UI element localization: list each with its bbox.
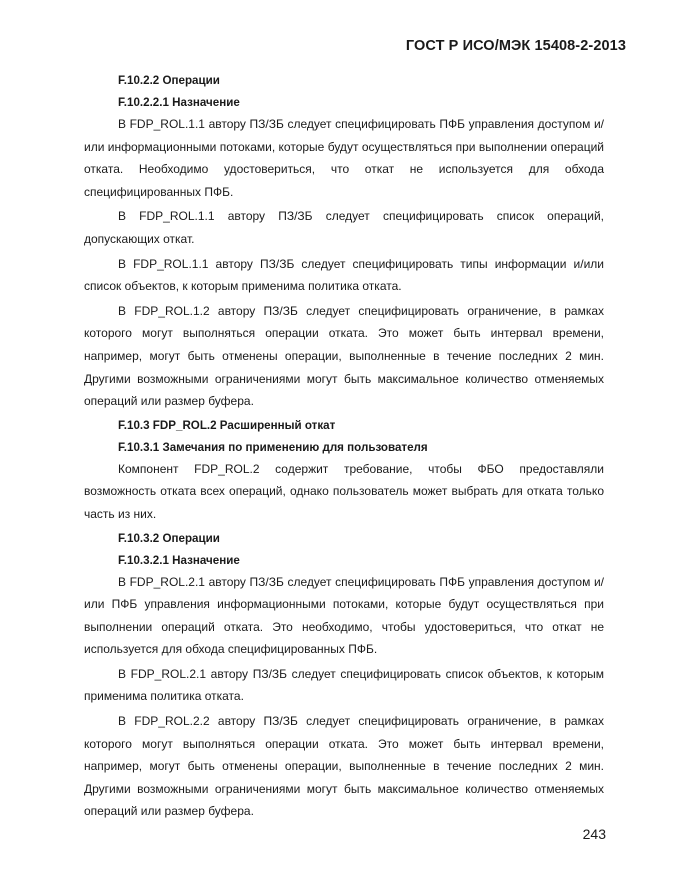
paragraph: Компонент FDP_ROL.2 содержит требование, чтобы ФБО предоставляли возможность отката всех операций, однако пользователь может выбрать для отката только часть из них.: [84, 461, 604, 521]
subsection-heading-f10-3-2-1: F.10.3.2.1 Назначение: [118, 553, 240, 567]
subsection-heading-f10-2-2-1: F.10.2.2.1 Назначение: [118, 96, 240, 109]
page-number: 243: [582, 826, 606, 842]
paragraph: В FDP_ROL.1.1 автору ПЗ/ЗБ следует специфицировать список операций, допускающих откат.: [84, 209, 604, 246]
paragraph: В FDP_ROL.1.2 автору ПЗ/ЗБ следует специфицировать ограничение, в рамках которого могут выполняться операции отката. Это может быть интервал времени, например, могут быть отменены операции, выполненные в течение последних 2 мин. Другими возможными ограничениями могут быть максимальное количество отменяемых операций или размер буфера.: [84, 303, 604, 409]
paragraph: В FDP_ROL.2.1 автору ПЗ/ЗБ следует специфицировать ПФБ управления доступом и/или ПФБ управления информационными потоками, которые будут осуществляться при выполнении операций отката. Это необходимо, чтобы удостовериться, что откат не используется для обхода специфицированных ПФБ.: [84, 574, 604, 657]
paragraph: В FDP_ROL.2.1 автору ПЗ/ЗБ следует специфицировать список объектов, к которым применима политика отката.: [84, 666, 604, 704]
section-heading-f10-3: F.10.3 FDP_ROL.2 Расширенный откат: [118, 418, 336, 432]
section-heading-f10-3-2: F.10.3.2 Операции: [118, 531, 220, 545]
standard-header: ГОСТ Р ИСО/МЭК 15408-2-2013: [405, 38, 626, 54]
paragraph: В FDP_ROL.2.2 автору ПЗ/ЗБ следует специфицировать ограничение, в рамках которого могут выполняться операции отката. Это может быть интервал времени, например, могут быть отменены операции, выполненные в течение последних 2 мин. Другими возможными ограничениями могут быть максимальное количество отменяемых операций или размер буфера.: [84, 714, 604, 819]
page-content: [84, 70, 604, 823]
subsection-heading-f10-3-1: F.10.3.1 Замечания по применению для пользователя: [118, 440, 428, 454]
paragraph: В FDP_ROL.1.1 автору ПЗ/ЗБ следует специфицировать ПФБ управления доступом и/или информационными потоками, которые будут осуществляться при выполнении операций отката. Необходимо удостовериться, что откат не используется для обхода специфицированных ПФБ.: [84, 117, 604, 199]
section-heading-f10-2-2: F.10.2.2 Операции: [118, 74, 220, 87]
paragraph: В FDP_ROL.1.1 автору ПЗ/ЗБ следует специфицировать типы информации и/или список объектов, к которым применима политика отката.: [84, 256, 604, 294]
